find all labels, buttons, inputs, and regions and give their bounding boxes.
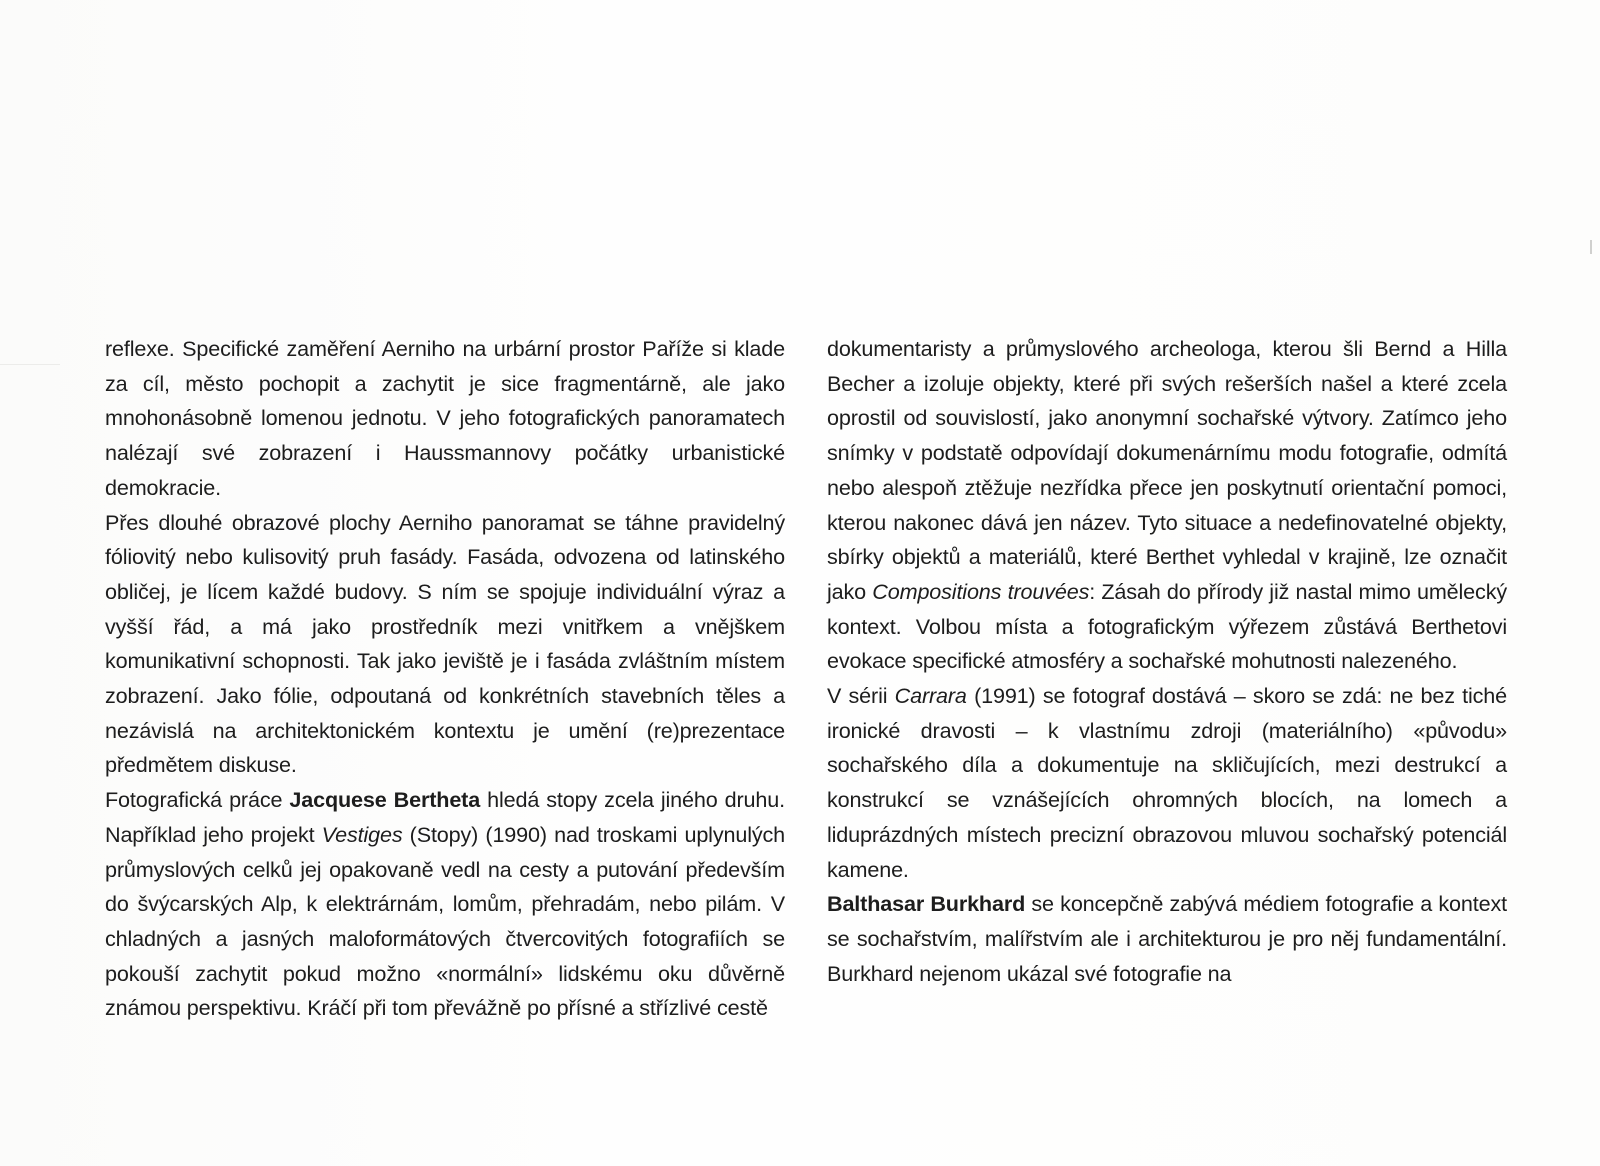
- right-edge-mark: [1590, 240, 1592, 254]
- work-title-carrara: Carrara: [894, 683, 967, 709]
- left-text-column: [105, 332, 785, 1026]
- text-span: hledá stopy zcela jiného druhu. Například jeho projekt: [105, 787, 785, 847]
- text-span: (1991) se fotograf dostává – skoro se zdá: ne bez tiché ironické dravosti – k vlastnímu zdroji (materiálního) «původu» sochařského díla a dokumentuje na skličujících, mezi destrukcí a konstrukcí se vznášejících ohromných blocích, na lomech a liduprázdných místech precizní obrazovou mluvou sochařský potenciál kamene.: [827, 683, 1507, 882]
- text-span: V sérii: [827, 683, 895, 709]
- right-text-column: [827, 332, 1507, 991]
- work-title-vestiges: Vestiges: [321, 821, 403, 847]
- text-span: se koncepčně zabývá médiem fotografie a kontext se sochařstvím, malířstvím ale i architekturou je pro něj fundamentální. Burkhard nejenom ukázal své fotografie na: [827, 891, 1507, 986]
- left-edge-bleed: [0, 364, 60, 365]
- right-paragraph-1: [827, 332, 1507, 679]
- left-paragraph-1: reflexe. Specifické zaměření Aerniho na urbární prostor Paříže si klade za cíl, město pochopit a zachytit je sice fragmentárně, ale jako mnohonásobně lomenou jednotu. V jeho fotografických panoramatech nalézají své zobrazení i Haussmannovy počátky urbanistické demokracie.: [105, 336, 785, 500]
- work-title-compositions: Compositions trouvées: [872, 578, 1090, 604]
- artist-name-burkhard: Balthasar Burkhard: [827, 891, 1026, 917]
- right-paragraph-2: [827, 679, 1507, 887]
- left-paragraph-3: [105, 783, 785, 1026]
- text-span: : Zásah do přírody již nastal mimo umělecký kontext. Volbou místa a fotografickým výřezem zůstává Berthetovi evokace specifické atmosféry a sochařské mohutnosti nalezeného.: [827, 578, 1507, 674]
- text-span: Fotografická práce: [105, 787, 290, 813]
- right-paragraph-3: [827, 887, 1507, 991]
- text-span: (Stopy) (1990) nad troskami uplynulých průmyslových celků jej opakovaně vedl na cesty a putování především do švýcarských Alp, k elektrárnám, lomům, přehradám, nebo pilám. V chladných a jasných maloformátových čtvercovitých fotografiích se pokouší zachytit pokud možno «normální» lidskému oku důvěrně známou perspektivu. Kráčí při tom převážně po přísné a střízlivé cestě: [105, 821, 785, 1021]
- text-span: dokumentaristy a průmyslového archeologa, kterou šli Bernd a Hilla Becher a izoluje objekty, které při svých rešerších našel a které zcela oprostil od souvislostí, jako anonymní sochařské výtvory. Zatímco jeho snímky v podstatě odpovídají dokumenárnímu modu fotografie, odmítá nebo alespoň ztěžuje nezřídka přece jen poskytnutí orientační pomoci, kterou nakonec dává jen název. Tyto situace a nedefinovatelné objekty, sbírky objektů a materiálů, které Berthet vyhledal v krajině, lze označit jako: [827, 336, 1507, 604]
- left-paragraph-2: Přes dlouhé obrazové plochy Aerniho panoramat se táhne pravidelný fóliovitý nebo kulisovitý pruh fasády. Fasáda, odvozena od latinského obličej, je lícem každé budovy. S ním se spojuje individuální výraz a vyšší řád, a má jako prostředník mezi vnitřkem a vnějškem komunikativní schopnosti. Tak jako jeviště je i fasáda zvláštním místem zobrazení. Jako fólie, odpoutaná od konkrétních stavebních těles a nezávislá na architektonickém kontextu je umění (re)prezentace předmětem diskuse.: [105, 509, 785, 778]
- artist-name-berthet: Jacquese Bertheta: [289, 787, 481, 813]
